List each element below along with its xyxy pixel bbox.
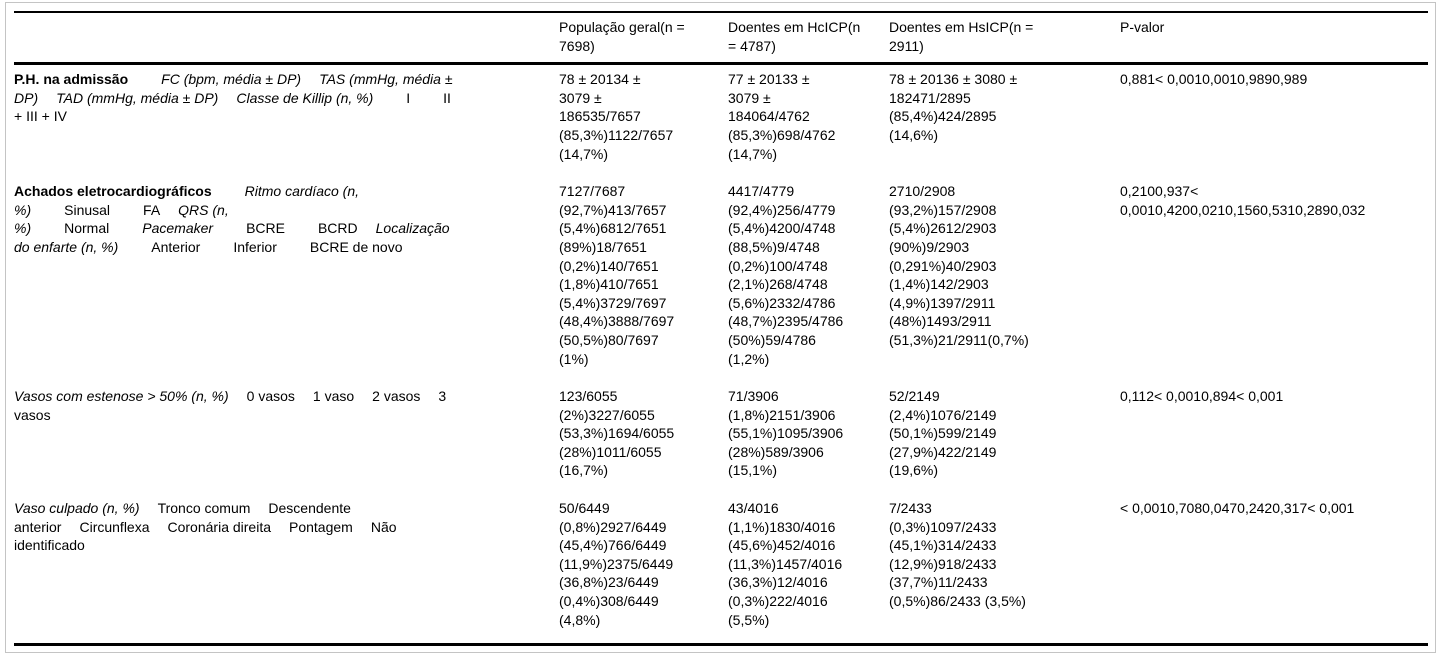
row-label-segment: 1 vaso xyxy=(312,388,355,405)
cell-line: (53,3%)1694/6055 xyxy=(559,425,675,442)
cell-line: (5,4%)3729/7697 xyxy=(559,294,667,311)
cell-line: (1,4%)142/2903 xyxy=(889,276,989,293)
row-label-segment: Descendente xyxy=(268,500,351,517)
cell-line: (51,3%)21/2911(0,7%) xyxy=(889,331,1029,348)
cell-line: (93,2%)157/2908 xyxy=(889,201,997,218)
cell-line: 7/2433 xyxy=(889,500,932,517)
cell-line: (45,4%)766/6449 xyxy=(559,537,667,554)
row-label-segment: II xyxy=(443,89,451,106)
cell-line: 0,112< 0,0010,894< 0,001 xyxy=(1120,388,1284,405)
row-label xyxy=(14,64,559,177)
data-cell xyxy=(559,494,728,645)
p-value-cell xyxy=(1120,64,1428,177)
row-label-column-header xyxy=(14,12,559,64)
data-cell xyxy=(728,64,889,177)
row-label-segment: 3 xyxy=(438,388,447,405)
column-header xyxy=(1120,12,1428,64)
row-label-line xyxy=(14,107,547,126)
table-body xyxy=(14,64,1428,645)
row-label-segment: Inferior xyxy=(233,238,277,255)
cell-line: (0,8%)2927/6449 xyxy=(559,518,667,535)
cell-line: (85,3%)1122/7657 xyxy=(559,126,674,143)
column-header-label: Doentes em HsICP(n = 2911) xyxy=(889,19,1034,54)
cell-line: (37,7%)11/2433 xyxy=(889,574,988,591)
cell-line: (50,1%)599/2149 xyxy=(889,425,997,442)
cell-line: (36,3%)12/4016 xyxy=(728,574,828,591)
table-frame xyxy=(5,2,1436,653)
cell-line: 7127/7687 xyxy=(559,183,626,200)
row-label-line xyxy=(14,406,547,425)
cell-line: (11,9%)2375/6449 xyxy=(559,555,674,572)
row-label-line xyxy=(14,182,547,201)
cell-line: (2,4%)1076/2149 xyxy=(889,406,997,423)
row-label-segment: 2 vasos xyxy=(372,388,421,405)
row-label-segment: BCRE xyxy=(246,220,285,237)
cell-line: (5,6%)2332/4786 xyxy=(728,294,836,311)
row-label-segment: TAD (mmHg, média ± DP) xyxy=(56,89,219,106)
cell-line: (0,4%)308/6449 xyxy=(559,593,659,610)
row-label-segment: Sinusal xyxy=(64,201,111,218)
cell-line: (48%)1493/2911 xyxy=(889,313,992,330)
cell-line: (2,1%)268/4748 xyxy=(728,276,828,293)
row-label-line xyxy=(14,518,547,537)
row-label-segment: Não xyxy=(370,518,397,535)
row-label-segment: Achados eletrocardiográficos xyxy=(14,183,212,200)
cell-line: 43/4016 xyxy=(728,500,779,517)
row-label-segment: + III + IV xyxy=(14,108,67,125)
data-cell xyxy=(889,494,1120,645)
row-label-segment: Normal xyxy=(64,220,110,237)
cell-line: (0,5%)86/2433 (3,5%) xyxy=(889,593,1026,610)
cell-line: (14,7%) xyxy=(728,145,778,162)
row-label xyxy=(14,494,559,645)
row-label-segment: do enfarte (n, %) xyxy=(14,238,119,255)
cell-line: (89%)18/7651 xyxy=(559,238,647,255)
row-label-segment: anterior xyxy=(14,518,62,535)
cell-line: (48,7%)2395/4786 xyxy=(728,313,844,330)
cell-line: (50%)59/4786 xyxy=(728,331,816,348)
cell-line: (1,8%)2151/3906 xyxy=(728,406,836,423)
cell-line: 77 ± 20133 ± xyxy=(728,71,810,88)
cell-line: (4,8%) xyxy=(559,611,601,628)
column-header-label: P-valor xyxy=(1120,19,1165,35)
cell-line: (11,3%)1457/4016 xyxy=(728,555,843,572)
cell-line: (2%)3227/6055 xyxy=(559,406,655,423)
row-label-segment: %) xyxy=(14,220,32,237)
cell-line: 3079 ± xyxy=(728,89,771,106)
row-label-segment: %) xyxy=(14,201,32,218)
cell-line: (88,5%)9/4748 xyxy=(728,238,820,255)
cell-line: 186535/7657 xyxy=(559,108,641,125)
cell-line: (12,9%)918/2433 xyxy=(889,555,997,572)
data-cell xyxy=(728,177,889,382)
row-label-segment: 0 vasos xyxy=(246,388,295,405)
cell-line: (90%)9/2903 xyxy=(889,238,970,255)
column-header xyxy=(889,12,1120,64)
cell-line: 78 ± 20134 ± xyxy=(559,71,641,88)
column-header xyxy=(728,12,889,64)
data-cell xyxy=(559,64,728,177)
cell-line: (5,5%) xyxy=(728,611,770,628)
table-row xyxy=(14,64,1428,177)
cell-line: (0,2%)100/4748 xyxy=(728,257,828,274)
cell-line: (92,4%)256/4779 xyxy=(728,201,836,218)
row-label-segment: Tronco comum xyxy=(157,500,251,517)
cell-line: (28%)1011/6055 xyxy=(559,443,662,460)
row-label-segment: TAS (mmHg, média ± xyxy=(319,71,453,88)
cell-line: (0,3%)222/4016 xyxy=(728,593,828,610)
p-value-cell xyxy=(1120,382,1428,494)
cell-line: < 0,0010,7080,0470,2420,317< 0,001 xyxy=(1120,500,1355,517)
cell-line: (85,3%)698/4762 xyxy=(728,126,836,143)
row-label-segment: Vasos com estenose > 50% (n, %) xyxy=(14,388,229,405)
row-label-segment: Pacemaker xyxy=(142,220,214,237)
row-label-line xyxy=(14,70,547,89)
data-cell xyxy=(559,177,728,382)
cell-line: (14,6%) xyxy=(889,126,939,143)
row-label-segment: Coronária direita xyxy=(167,518,271,535)
cell-line: (5,4%)6812/7651 xyxy=(559,220,667,237)
cell-line: (48,4%)3888/7697 xyxy=(559,313,675,330)
cell-line: 184064/4762 xyxy=(728,108,810,125)
row-label-segment: identificado xyxy=(14,537,85,554)
row-label-segment: Circunflexa xyxy=(79,518,150,535)
cell-line: (1%) xyxy=(559,350,589,367)
data-cell xyxy=(559,382,728,494)
cell-line: (0,3%)1097/2433 xyxy=(889,518,997,535)
cell-line: (0,2%)140/7651 xyxy=(559,257,659,274)
data-cell xyxy=(728,494,889,645)
cell-line: (1,2%) xyxy=(728,350,770,367)
row-label-segment: Ritmo cardíaco (n, xyxy=(244,183,359,200)
row-label-line xyxy=(14,89,547,108)
cell-line: (16,7%) xyxy=(559,462,609,479)
row-label-segment: FA xyxy=(143,201,161,218)
row-label-segment: DP) xyxy=(14,89,39,106)
row-label-segment: vasos xyxy=(14,406,51,423)
cell-line: 78 ± 20136 ± 3080 ± xyxy=(889,71,1018,88)
cell-line: (15,1%) xyxy=(728,462,778,479)
cell-line: 50/6449 xyxy=(559,500,610,517)
row-label-line xyxy=(14,387,547,406)
row-label-segment: FC (bpm, média ± DP) xyxy=(161,71,302,88)
cell-line: (45,1%)314/2433 xyxy=(889,537,997,554)
cell-line: (0,291%)40/2903 xyxy=(889,257,997,274)
cell-line: 52/2149 xyxy=(889,388,940,405)
cell-line: (1,1%)1830/4016 xyxy=(728,518,836,535)
cell-line: (14,7%) xyxy=(559,145,609,162)
row-label xyxy=(14,177,559,382)
row-label-segment: BCRE de novo xyxy=(309,238,403,255)
cell-line: (50,5%)80/7697 xyxy=(559,331,659,348)
cell-line: (36,8%)23/6449 xyxy=(559,574,659,591)
cell-line: (55,1%)1095/3906 xyxy=(728,425,844,442)
row-label-segment: Vaso culpado (n, %) xyxy=(14,500,140,517)
cell-line: 71/3906 xyxy=(728,388,779,405)
row-label-segment: BCRD xyxy=(317,220,358,237)
cell-line: 0,881< 0,0010,0010,9890,989 xyxy=(1120,71,1308,88)
cell-line: 3079 ± xyxy=(559,89,602,106)
data-cell xyxy=(728,382,889,494)
cell-line: 0,2100,937< xyxy=(1120,183,1199,200)
row-label-segment: Anterior xyxy=(151,238,201,255)
row-label-segment: P.H. na admissão xyxy=(14,71,129,88)
column-header-label: População geral(n = 7698) xyxy=(559,19,685,54)
data-cell xyxy=(889,64,1120,177)
row-label-segment: QRS (n, xyxy=(178,201,229,218)
row-label-line xyxy=(14,536,547,555)
table-row xyxy=(14,494,1428,645)
data-cell xyxy=(889,177,1120,382)
p-value-cell xyxy=(1120,494,1428,645)
comparison-table xyxy=(14,11,1428,646)
row-label-line xyxy=(14,499,547,518)
cell-line: (28%)589/3906 xyxy=(728,443,824,460)
cell-line: (27,9%)422/2149 xyxy=(889,443,997,460)
row-label-line xyxy=(14,238,547,257)
cell-line: 4417/4779 xyxy=(728,183,795,200)
table-row xyxy=(14,177,1428,382)
data-cell xyxy=(889,382,1120,494)
cell-line: (5,4%)2612/2903 xyxy=(889,220,997,237)
column-header-label: Doentes em HcICP(n = 4787) xyxy=(728,19,861,54)
cell-line: 0,0010,4200,0210,1560,5310,2890,032 xyxy=(1120,201,1366,218)
cell-line: (19,6%) xyxy=(889,462,939,479)
column-header xyxy=(559,12,728,64)
cell-line: (92,7%)413/7657 xyxy=(559,201,667,218)
cell-line: 2710/2908 xyxy=(889,183,956,200)
cell-line: (45,6%)452/4016 xyxy=(728,537,836,554)
cell-line: 123/6055 xyxy=(559,388,618,405)
row-label-line xyxy=(14,201,547,220)
header-row xyxy=(14,12,1428,64)
row-label xyxy=(14,382,559,494)
row-label-segment: Pontagem xyxy=(289,518,353,535)
row-label-segment: I xyxy=(406,89,411,106)
cell-line: (4,9%)1397/2911 xyxy=(889,294,996,311)
cell-line: (1,8%)410/7651 xyxy=(559,276,659,293)
p-value-cell xyxy=(1120,177,1428,382)
cell-line: (85,4%)424/2895 xyxy=(889,108,997,125)
row-label-line xyxy=(14,219,547,238)
row-label-segment: Localização xyxy=(375,220,450,237)
row-label-segment: Classe de Killip (n, %) xyxy=(236,89,374,106)
cell-line: 182471/2895 xyxy=(889,89,971,106)
table-row xyxy=(14,382,1428,494)
cell-line: (5,4%)4200/4748 xyxy=(728,220,836,237)
